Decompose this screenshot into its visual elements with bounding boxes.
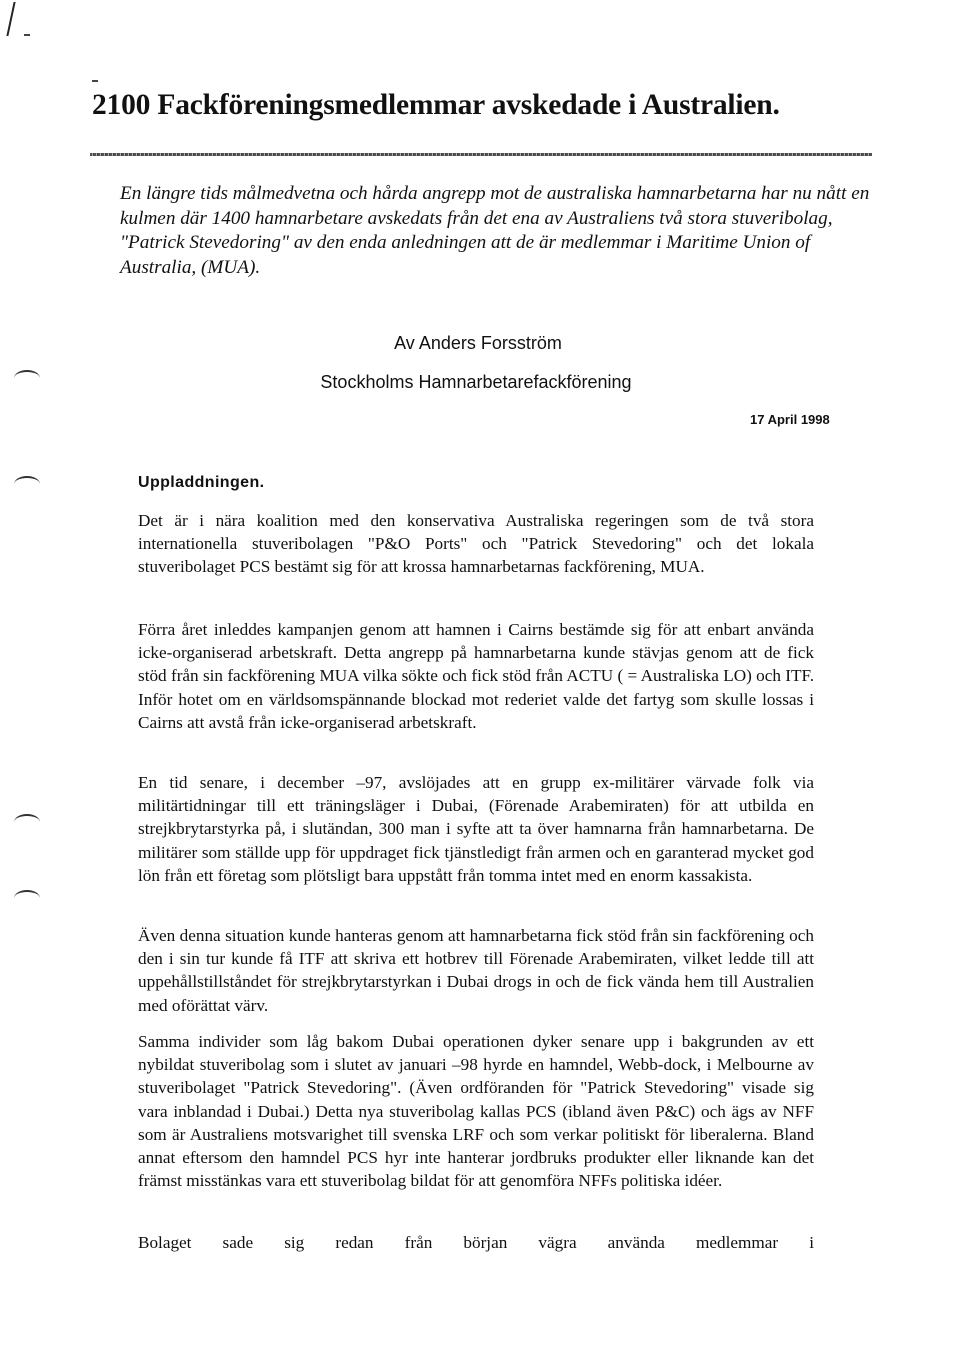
scan-artifact-line [6, 2, 15, 36]
document-date: 17 April 1998 [750, 412, 830, 427]
scan-artifact-dot [24, 34, 30, 36]
section-heading: Uppladdningen. [138, 474, 265, 491]
author-byline: Av Anders Forsström [394, 333, 562, 353]
scan-artifact-dot [92, 80, 98, 82]
body-paragraph: Förra året inleddes kampanjen genom att hamnen i Cairns bestämde sig för att enbart använda icke-organiserad arbetskraft. Detta angrepp på hamnarbetarna kunde stävjas genom att de fick stöd från sin fackförening MUA vilka sökte och fick stöd från ACTU ( = Australiska LO) och ITF. Inför hotet om en världsomspännande blockad mot rederiet valde det fartyg som skulle lossas i Cairns att avstå från icke-organiserad arbetskraft. [138, 620, 814, 732]
body-paragraph: Samma individer som låg bakom Dubai operationen dyker senare upp i bakgrunden av ett nybildat stuveribolag som i slutet av januari –98 hyrde en hamndel, Webb-dock, i Melbourne av stuveribolaget "Patrick Stevedoring". (Även ordföranden för "Patrick Stevedoring" visade sig vara inblandad i Dubai.) Detta nya stuveribolag kallas PCS (ibland även P&C) och ägs av NFF som är Australiens motsvarighet till svenska LRF och som verkar politiskt för liberalerna. Bland annat eftersom den hamndel PCS hyr inte hanterar jordbruks produkter eller liknande kan det främst misstänkas vara ett stuveribolag bildat för att genomföra NFFs politiska idéer. [138, 1032, 814, 1191]
body-paragraph: Även denna situation kunde hanteras genom att hamnarbetarna fick stöd från sin fackförening och den i sin tur kunde få ITF att skriva ett hotbrev till Förenade Arabemiraten, vilket ledde till att uppehållstillståndet för strejkbrytarstyrkan i Dubai drogs in och de fick vända hem till Australien med oförättat värv. [138, 926, 814, 1015]
organization-byline: Stockholms Hamnarbetarefackförening [320, 372, 632, 392]
body-paragraph: En tid senare, i december –97, avslöjades att en grupp ex-militärer värvade folk via militärtidningar till ett träningsläger i Dubai, (Förenade Arabemiraten) för att utbilda en strejkbrytarstyrka på, i slutändan, 300 man i syfte att ta över hamnarna från hamnarbetarna. De militärer som ställde upp för uppdraget fick tjänstledigt från armen och en garanterad mycket god lön från ett företag som plötsligt bara uppstått från tomma intet med en enorm kassakista. [138, 773, 814, 885]
ingress-text: En längre tids målmedvetna och hårda angrepp mot de australiska hamnarbetarna har nu nått en kulmen där 1400 hamnarbetare avskedats från det ena av Australiens två stora stuveribolag, "Patrick Stevedoring" av den enda anledningen att de är medlemmar i Maritime Union of Australia, (MUA). [120, 183, 870, 278]
page-title: 2100 Fackföreningsmedlemmar avskedade i Australien. [92, 89, 780, 121]
punch-hole-mark [14, 814, 40, 830]
punch-hole-mark [14, 890, 40, 906]
punch-hole-mark [14, 476, 40, 492]
body-paragraph: Bolaget sade sig redan från början vägra använda medlemmar i [138, 1233, 814, 1252]
title-divider [90, 153, 872, 156]
body-paragraph: Det är i nära koalition med den konservativa Australiska regeringen som de två stora internationella stuveribolagen "P&O Ports" och "Patrick Stevedoring" och det lokala stuveribolaget PCS bestämt sig för att krossa hamnarbetarnas fackförening, MUA. [138, 511, 814, 577]
